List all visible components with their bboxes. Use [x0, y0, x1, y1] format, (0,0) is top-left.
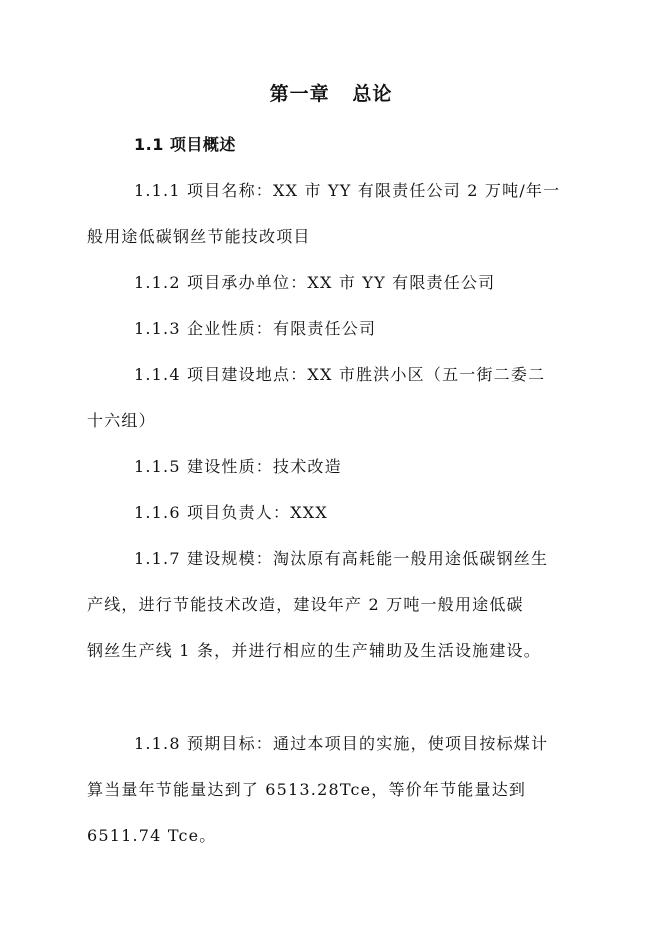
item-1-1-4-line-1: 1.1.4 项目建设地点：XX 市胜洪小区（五一街二委二 [134, 365, 546, 384]
item-1-1-2: 1.1.2 项目承办单位：XX 市 YY 有限责任公司 [134, 273, 496, 292]
section-heading: 1.1 项目概述 [134, 135, 236, 154]
item-1-1-7-line-2: 产线，进行节能技术改造，建设年产 2 万吨一般用途低碳 [87, 595, 524, 614]
item-1-1-3: 1.1.3 企业性质：有限责任公司 [134, 319, 377, 338]
item-1-1-7-line-3: 钢丝生产线 1 条，并进行相应的生产辅助及生活设施建设。 [87, 641, 541, 660]
item-1-1-7-line-1: 1.1.7 建设规模：淘汰原有高耗能一般用途低碳钢丝生 [134, 549, 549, 568]
item-1-1-4-line-2: 十六组） [87, 411, 156, 430]
chapter-title: 第一章 总论 [269, 83, 393, 105]
item-1-1-8-line-3: 6511.74 Tce。 [87, 826, 217, 845]
item-1-1-8-line-2: 算当量年节能量达到了 6513.28Tce，等价年节能量达到 [87, 780, 527, 799]
item-1-1-5: 1.1.5 建设性质：技术改造 [134, 457, 342, 476]
item-1-1-8-line-1: 1.1.8 预期目标：通过本项目的实施，使项目按标煤计 [134, 734, 549, 753]
item-1-1-1-line-1: 1.1.1 项目名称：XX 市 YY 有限责任公司 2 万吨/年一 [134, 181, 561, 200]
item-1-1-1-line-2: 般用途低碳钢丝节能技改项目 [87, 227, 311, 246]
item-1-1-6: 1.1.6 项目负责人：XXX [134, 503, 328, 522]
